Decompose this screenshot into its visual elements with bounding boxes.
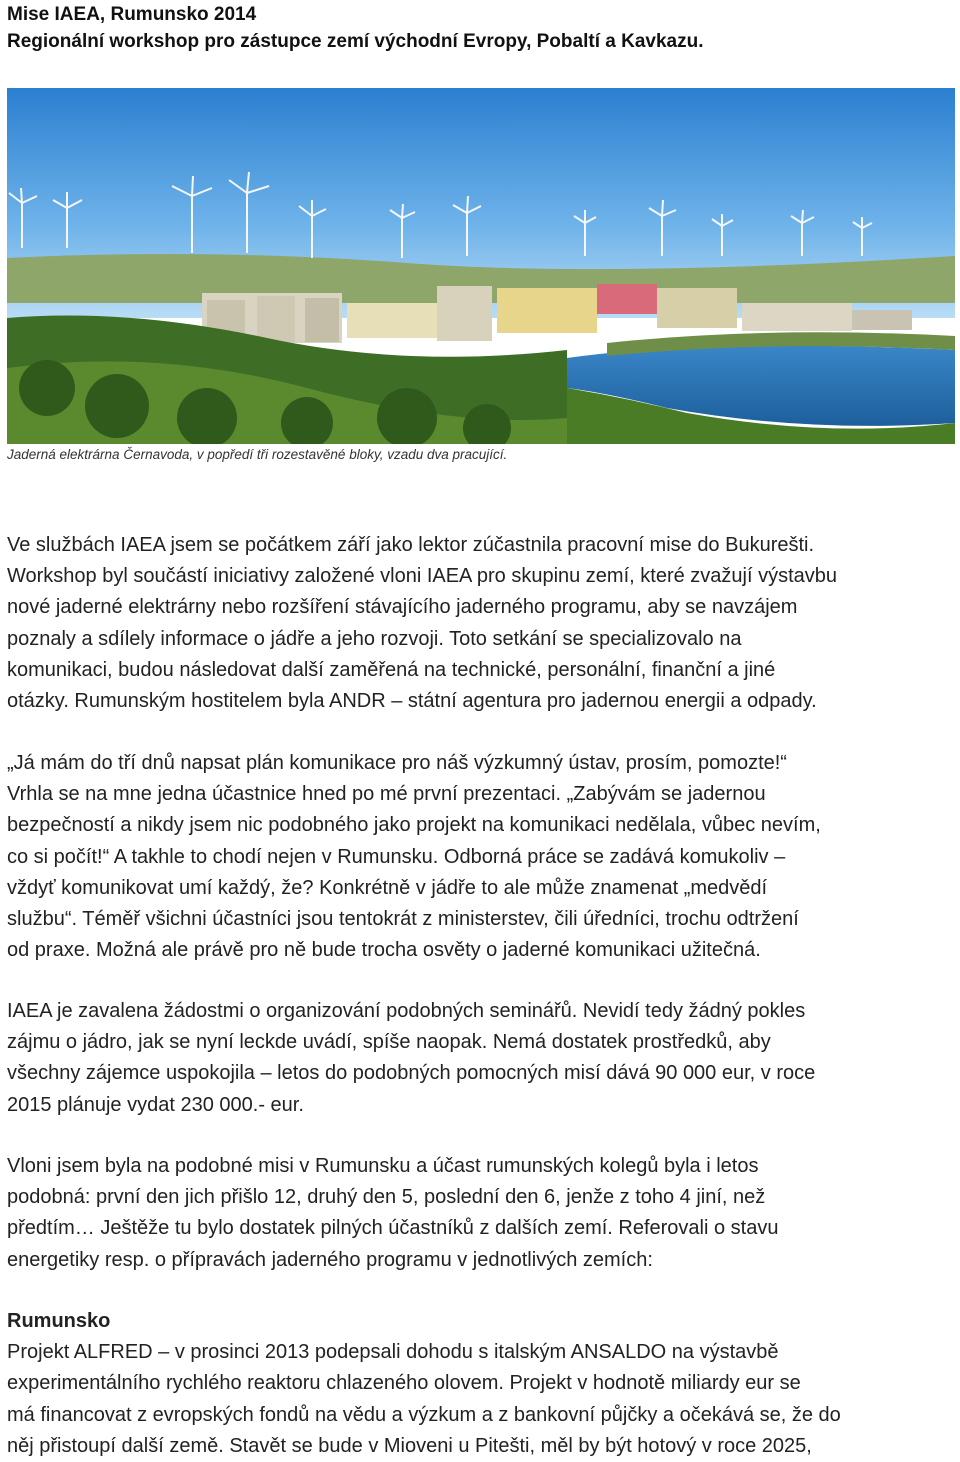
paragraph-line: bezpečností a nikdy jsem nic podobného jako projekt na komunikaci nedělala, vůbec nevím,: [7, 814, 821, 837]
section-heading: Rumunsko: [7, 1310, 111, 1332]
paragraph-line: 2015 plánuje vydat 230 000.- eur.: [7, 1093, 304, 1116]
paragraph-line: všechny zájemce uspokojila – letos do podobných pomocných misí dává 90 000 eur, v roce: [7, 1062, 816, 1085]
paragraph-line: Vrhla se na mne jedna účastnice hned po mé první prezentaci. „Zabývám se jadernou: [7, 783, 766, 806]
paragraph-line: co si počít!“ A takhle to chodí nejen v Rumunsku. Odborná práce se zadává komukoliv –: [7, 845, 786, 868]
paragraph-line: vždyť komunikovat umí každý, že? Konkrétně v jádře to ale může znamenat „medvědí: [7, 876, 768, 899]
title-line-1: Mise IAEA, Rumunsko 2014: [7, 4, 257, 25]
document-title: [7, 1, 703, 55]
paragraph-line: Workshop byl součástí iniciativy založené vloni IAEA pro skupinu zemí, které zvažují výstavbu: [7, 565, 838, 588]
paragraph-line: od praxe. Možná ale právě pro ně bude trocha osvěty o jaderné komunikaci užitečná.: [7, 939, 761, 962]
paragraph-line: zájmu o jádro, jak se nyní leckde uvádí, spíše naopak. Nemá dostatek prostředků, aby: [7, 1031, 771, 1054]
paragraph-line: Projekt ALFRED – v prosinci 2013 podepsali dohodu s italským ANSALDO na výstavbě: [7, 1341, 779, 1364]
paragraph-line: službu“. Téměř všichni účastníci jsou tentokrát z ministerstev, čili úředníci, trochu odtržení: [7, 908, 799, 931]
paragraph-line: podobná: první den jich přišlo 12, druhý den 5, poslední den 6, jenže z toho 4 jiní, než: [7, 1186, 766, 1209]
paragraph-2: [7, 748, 957, 966]
paragraph-line: předtím… Ještěže tu bylo dostatek pilných účastníků z dalších zemí. Referovali o stavu: [7, 1217, 779, 1240]
paragraph-line: otázky. Rumunským hostitelem byla ANDR – státní agentura pro jadernou energii a odpady.: [7, 690, 817, 713]
paragraph-line: „Já mám do tří dnů napsat plán komunikace pro náš výzkumný ústav, prosím, pomozte!“: [7, 752, 787, 774]
paragraph-line: energetiky resp. o přípravách jaderného programu v jednotlivých zemích:: [7, 1248, 653, 1271]
paragraph-line: nové jaderné elektrárny nebo rozšíření stávajícího jaderného programu, aby se navzájem: [7, 596, 798, 619]
paragraph-3: [7, 996, 957, 1121]
paragraph-line: komunikaci, budou následovat další zaměřená na technické, personální, finanční a jiné: [7, 658, 776, 681]
paragraph-line: něj přistoupí další země. Stavět se bude v Mioveni u Pitešti, měl by být hotový v roce 2025,: [7, 1434, 812, 1457]
paragraph-line: Ve službách IAEA jsem se počátkem září jako lektor zúčastnila pracovní mise do Bukurešti.: [7, 534, 815, 556]
paragraph-1: [7, 530, 957, 717]
photo-caption: Jaderná elektrárna Černavoda, v popředí tři rozestavěné bloky, vzadu dva pracující.: [7, 447, 508, 462]
paragraph-4: [7, 1151, 957, 1276]
paragraph-line: poznaly a sdílely informace o jádře a jeho rozvoji. Toto setkání se specializovalo na: [7, 627, 742, 650]
paragraph-line: IAEA je zavalena žádostmi o organizování podobných seminářů. Nevidí tedy žádný pokles: [7, 1000, 806, 1022]
paragraph-line: Vloni jsem byla na podobné misi v Rumunsku a účast rumunských kolegů byla i letos: [7, 1155, 759, 1177]
section-rumunsko: [7, 1306, 957, 1462]
paragraph-line: experimentálního rychlého reaktoru chlazeného olovem. Projekt v hodnotě miliardy eur se: [7, 1372, 801, 1395]
title-line-2: Regionální workshop pro zástupce zemí východní Evropy, Pobaltí a Kavkazu.: [7, 31, 704, 52]
paragraph-line: má financovat z evropských fondů na vědu a výzkum a z bankovní půjčky a očekává se, že do: [7, 1403, 841, 1426]
power-plant-photo: [7, 88, 955, 444]
